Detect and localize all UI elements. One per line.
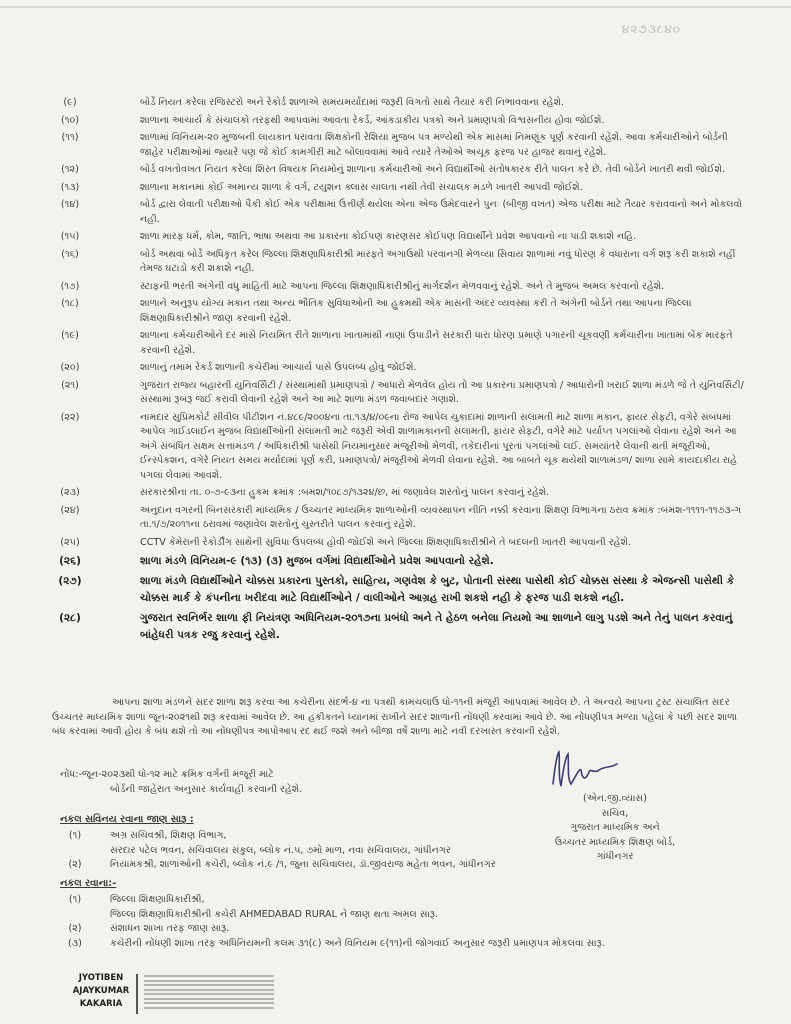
digital-signature-stamp xyxy=(70,972,370,1018)
office-line-1: ગુજરાત માધ્યમિક અને xyxy=(570,822,660,833)
condition-number: (૨૫) xyxy=(60,536,80,548)
condition-item xyxy=(52,114,752,129)
header-strip xyxy=(0,0,791,60)
condition-text: બોર્ડે નિયત કરેલા રજિસ્ટરો અને રેકોર્ડ શાળાએ સમયમર્યાદામાં જરૂરી વિગતો સાથે તૈયાર કરી નિભાવવાના રહેશે. xyxy=(140,97,565,108)
condition-item xyxy=(52,329,752,358)
stamp-line-3: KAKARIA xyxy=(79,999,123,1009)
distribution-text: જિલ્લા શિક્ષણાધિકારીશ્રીની કચેરી AHMEDABAD RURAL ને જાણ થતા અમલ સારૂ. xyxy=(110,908,439,920)
office-city: ગાંધીનગર xyxy=(596,851,634,862)
condition-number: (૧૪) xyxy=(60,199,80,210)
condition-text: અનુદાન વગરની બિનસરકારી માધ્યમિક / ઉચ્ચતર માધ્યમિક શાળાઓની વ્યવસ્થાપન નીતિ નક્કી કરવાના શિક્ષણ વિભાગના ઠરાવ ક્રમાંક :બમશ-૧૧૧૧-૧૧૭૩-ગ તા.૧/૭/૨૦૧૧ના ઠરાવમાં જણાવેલ શરતોનું ચુસ્તરીતે પાલન કરવાનું રહેશે. xyxy=(140,504,742,530)
signatory-designation: સચિવ, xyxy=(601,807,629,819)
distribution-row xyxy=(60,858,750,873)
conditions-list xyxy=(52,96,752,647)
condition-number: (૨૨) xyxy=(60,411,80,423)
distribution-row xyxy=(60,922,750,937)
distribution-text: કચેરીની નોંધણી શાખા તરફ અધિનિયમની કલમ ૩૧(૮) અને વિનિયમ ૯(૧૧)ની જોગવાઈ અનુસાર જરૂરી પ્રમાણપત્ર મોકલવા સારૂ. xyxy=(110,937,605,949)
condition-item xyxy=(52,504,752,533)
distribution-text: જિલ્લા શિક્ષણાધિકારીશ્રી, xyxy=(110,894,205,905)
condition-number: (૧૭) xyxy=(60,280,80,292)
condition-item xyxy=(52,163,752,178)
distribution-number: (૨) xyxy=(68,923,82,934)
condition-text: સ્ટાફની ભરતી અંગેની વધુ માહિતી માટે આપના જિલ્લા શિક્ષણાધિકારીશ્રીનું માર્ગદર્શન મેળવવાનું રહેશે. અને તે મુજબ અમલ કરવાનો રહેશે. xyxy=(140,280,665,292)
condition-text: શાળાના આચાર્ય કે સંચાલકો તરફથી આપવામાં આવતા રેકર્ડ, આંકડાકીય પત્રકો અને પ્રમાણપત્રો વિશ્વસનીય હોવા જોઈશે. xyxy=(140,114,605,126)
stamp-line-1: JYOTIBEN xyxy=(78,973,124,983)
distribution-row xyxy=(60,844,750,859)
note-line-2: બોર્ડની જાહેરાત અનુસાર કાર્યવાહી કરવાની રહેશે. xyxy=(110,784,303,795)
header-rule xyxy=(0,6,791,8)
condition-item xyxy=(52,297,752,326)
condition-number: (૨૮) xyxy=(59,612,81,624)
condition-text: શાળામાં વિનિયમ-૨૦ મુજબની લાયકાત ધરાવતા શિક્ષકોની રેશિયા મુજબ પત્ર મળ્યેથી એક માસમાં નિમણૂંક પૂર્ણ કરવાની રહેશે. આવા કર્મચારીઓને બોર્ડની જાહેર પરીક્ષાઓમાં જ્યારે પણ જે કોઈ કામગીરી માટે બોલાવવામાં આવે ત્યારે તેઓએ અચૂક ફરજ પર હાજર થવાનું રહેશે. xyxy=(140,132,728,158)
condition-number: (૧૧) xyxy=(61,132,79,143)
condition-item xyxy=(52,230,752,245)
condition-text: શાળા મારફ ધર્મ, કોમ, જાતિ, ભાષા અથવા આ પ્રકારના કોઈપણ કારણસર કોઈપણ વિદ્યાર્થીને પ્રવેશ આપવાનો ના પાડી શકાશે નહિ. xyxy=(140,231,637,242)
condition-number: (૧૨) xyxy=(61,164,79,175)
condition-number: (૨૩) xyxy=(60,487,80,498)
condition-number: (૧૦) xyxy=(61,114,79,126)
condition-number: (૧૮) xyxy=(61,298,79,309)
condition-text: શાળા મંડળે વિદ્યાર્થીઓને ચોક્કસ પ્રકારના પુસ્તકો, સાહિત્ય, ગણવેશ કે બુટ, પોતાની સંસ્થા પાસેથી કોઈ ચોક્કસ સંસ્થા કે એજન્સી પાસેથી કે ચોક્કસ માર્ક કે કંપનીના ખરીદવા માટે વિદ્યાર્થીઓને / વાલીઓને આગ્રહ રાખી શકશે નહી કે ફરજ પાડી શકશે નહી. xyxy=(140,575,735,604)
copy-forward-list xyxy=(60,893,750,951)
condition-item xyxy=(52,198,752,227)
condition-text: શાળાનું તમામ રેકર્ડ શાળાની કચેરીમાં આચાર્ય પાસે ઉપલબ્ધ હોવું જોઈશે. xyxy=(140,362,417,373)
condition-number: (૧૯) xyxy=(61,330,79,341)
condition-item xyxy=(52,486,752,501)
distribution-row xyxy=(60,829,750,844)
condition-number: (૯) xyxy=(63,97,77,108)
signature-icon xyxy=(545,748,625,794)
distribution-text: સંશાધન શાખા તરફ જાણ સારૂ. xyxy=(110,923,230,934)
condition-item xyxy=(52,379,752,408)
distribution-number: (૨) xyxy=(68,859,82,870)
copy-sent-list xyxy=(60,829,750,873)
condition-text: ગુજરાત રાજ્ય બહારની યુનિવર્સિટી / સંસ્થામાંથી પ્રમાણપત્રો / આધારો મેળવેલ હોય તો આ પ્રકારના પ્રમાણપત્રો / આધારોની ખરાઈ શાળા મંડળે જે તે યુનિવર્સિટી/ સંસ્થામાં રૂબરૂ જઈ કરાવી લેવાની રહેશે અને આ માટે શાળા મંડળ જવાબદાર ગણાશે. xyxy=(140,379,744,405)
distribution-number: (૩) xyxy=(68,937,82,949)
condition-number: (૨૬) xyxy=(59,555,81,567)
condition-number: (૧૫) xyxy=(60,231,80,242)
condition-item xyxy=(52,181,752,196)
condition-item-bold xyxy=(52,553,752,570)
condition-number: (૧૩) xyxy=(60,181,80,193)
distribution-text: અગ્ર સચિવશ્રી, શિક્ષણ વિભાગ, xyxy=(110,830,227,841)
condition-text: બોર્ડ અથવા બોર્ડે અધિકૃત કરેલ જિલ્લા શિક્ષણાધિકારીશ્રી મારફતે અગાઉથી પરવાનગી મેળવ્યા સિવાય શાળામાં નવું ધોરણ કે વધારાના વર્ગ શરૂ કરી શકાશે નહીં તેમજ ઘટાડો કરી શકાશે નહી. xyxy=(140,248,736,274)
stamp-line-2: AJAYKUMAR xyxy=(72,986,130,996)
stamp-fine-print xyxy=(144,975,274,1011)
copy-forward-heading: નકલ રવાના:- xyxy=(60,878,117,889)
condition-number: (૨૧) xyxy=(61,379,79,391)
condition-item xyxy=(52,131,752,160)
condition-text: શાળાના મકાનમાં કોઈ અમાન્ય શાળા કે વર્ગ, ટયુશન ક્લાસ ચાલતા નથી તેવી સંચાલક મંડળે ખાતરી આપવી જોઈશે. xyxy=(140,181,583,193)
condition-number: (૨૦) xyxy=(60,362,80,373)
condition-text: સરકારશ્રીના તા. ૦-૭-૯૩ના હુકમ ક્રમાંક :બમશ/૧૦૮૭/૧૩૨૪/છ, માં જણાવેલ શરતોનું પાલન કરવાનું રહેશે. xyxy=(140,487,550,498)
condition-item xyxy=(52,536,752,551)
distribution-text: સરદાર પટેલ ભવન, સચિવાલય સંકુલ, બ્લોક નં.૫, ૭મો માળ, નવા સચિવાલય, ગાંધીનગર xyxy=(110,844,451,856)
distribution-number: (૧) xyxy=(68,830,82,841)
distribution-row xyxy=(60,908,750,923)
condition-text: બોર્ડ દ્વારા લેવાતી પરીક્ષાઓ પૈકી કોઈ એક પરીક્ષામાં ઉત્તીર્ણ થયેલા એના એજ ઉમેદવારને પુનઃ (બીજી વખત) એજ પરીક્ષા માટે તૈયાર કરાવવાનો અને મોકલવો નહી. xyxy=(140,199,742,225)
condition-text: શાળા મંડળે વિનિયમ-૯ (૧૩) (૩) મુજબ વર્ગમાં વિદ્યાર્થીઓને પ્રવેશ આપવાનો રહેશે. xyxy=(140,555,494,567)
note-block xyxy=(60,767,390,797)
condition-text: શાળાના કર્મચારીઓને દર માસે નિયમિત રીતે શાળાના ખાતામાંથી નાણાં ઉપાડીને સરકારી ધારા ધોરણ પ્રમાણે પગારની ચૂકવણી કર્મચારીના ખાતામાં બેંક મારફતે કરવાની રહેશે. xyxy=(140,330,733,356)
condition-item xyxy=(52,411,752,484)
condition-text: શાળાને અનુરૂપ યોગ્ય મકાન તથા અન્ય ભૌતિક સુવિધાઓની આ હુકમથી એક માસની અંદર વ્યવસ્થા કરી તે અંગેની બોર્ડને તથા આપના જિલ્લા શિક્ષણાધિકારીશ્રીને જાણ કરવાની રહેશે. xyxy=(140,298,692,324)
office-line-2: ઉચ્ચતર માધ્યમિક શિક્ષણ બોર્ડ, xyxy=(554,836,676,848)
condition-number: (૨૭) xyxy=(58,575,82,587)
condition-item xyxy=(52,96,752,111)
condition-number: (૧૬) xyxy=(61,248,79,260)
condition-text: નામદાર સુપ્રિમકોર્ટ સીવીલ પીટીશન નં.૪૮૯/૨૦૦૪ના તા.૧૩/૪/૦૯ના રોજ આપેલ ચુકાદામાં શાળાની સલામતી માટે શાળા મકાન, ફાયર સેફટી, વગેરે સંબંધમાં આપેલ ગાઈડલાઈન મુજબ વિદ્યાર્થીઓની સલામતી માટે જરૂરી એવી શાળામકાનની સલામતી, ફાયર સેફટી, વગેરે માટે પર્યાપ્ત પગલાંઓ લેવાના રહેશે અને આ અંગે સંબંધિત સક્ષમ સત્તામંડળ / અધિકારીશ્રી પાસેથી નિયમાનુસાર મંજૂરીઓ મેળવી, તકેદારીનાં પૂરતાં પગલાંઓ લઈ. સમયાંતરે લેવાની થતી મંજૂરીઓ, ઈન્સ્પેકશન, વગેરે નિયત સમય મર્યાદામાં પૂર્ણ કરી, પ્રમાણપત્રો/ મંજૂરીઓ મેળવી લેવાના રહેશે. આ બાબતે ચૂક થયેથી શાળામંડળ/ શાળા સામે કાયદાકીય રાહે પગલાં લેવામાં આવશે. xyxy=(140,411,737,481)
copy-sent-heading: નકલ સવિનય રવાના જાણ સારૂ : xyxy=(60,814,194,825)
stamp-name xyxy=(70,972,132,1011)
condition-item xyxy=(52,248,752,277)
condition-item xyxy=(52,361,752,376)
registration-paragraph: આપના શાળા મંડળને સદર શાળા શરૂ કરવા આ કચેરીના સંદર્ભ-૪ ના પત્રથી કામચલાઉ ધો-૧૧ની મંજૂરી આપવામાં આવેલ છે. તે અન્વયે આપના ટ્રસ્ટ સંચાલિત સદર ઉચ્ચતર માધ્યમિક શાળા જૂન-૨૦૨૧થી શરૂ કરવામાં આવેલ છે. આ હકીકતને ધ્યાનમાં રાખીને સદર શાળાની નોંધણી કરવામાં આવે છે. આ નોંધણીપત્ર મળ્યા પહેલાં કે પછી સદર શાળા બંધ કરવામાં આવી હોય કે બંધ થશે તો આ નોંધણીપત્ર આપોઆપ રદ થઈ જશે અને બીજા વર્ષે શાળા માટે નવી દરખાસ્ત કરવાની રહેશે. xyxy=(52,697,738,737)
stamp-divider xyxy=(136,974,138,1014)
condition-item-bold xyxy=(52,573,752,607)
condition-text: CCTV કેમેરાની રેકોર્ડીંગ સાથેની સુવિધા ઉપલબ્ધ હોવી જોઈશે અને જિલ્લા શિક્ષણાધિકારીશ્રીને તે બદલની ખાતરી આપવાની રહેશે. xyxy=(140,536,632,548)
condition-number: (૨૪) xyxy=(60,504,80,516)
doc-number: ૪૨૭૩૮૪૦ xyxy=(621,22,681,36)
distribution-row xyxy=(60,893,750,908)
distribution-row xyxy=(60,937,750,952)
distribution-text: નિયામકશ્રી, શાળાઓની કચેરી, બ્લોક નં.૯ /૧, જુના સચિવાલય, ડૉ.જીવરાજ મહેતા ભવન, ગાંધીનગર xyxy=(110,859,496,870)
note-line-1: નોંધ:-જૂન-૨૦૨૩થી ધો-૧૨ માટે ક્રમિક વર્ગની મંજૂરી માટે xyxy=(60,769,274,780)
condition-item xyxy=(52,280,752,295)
condition-text: બોર્ડ વખતોવખત નિયત કરેલા શિસ્ત વિષયક નિયમોનું શાળાના કર્મચારીઓ અને વિદ્યાર્થીઓ સંતોષકારક રીતે પાલન કરે છે. તેવી બોર્ડને ખાતરી થવી જોઈશે. xyxy=(140,164,726,175)
condition-item-bold xyxy=(52,610,752,644)
condition-text: ગુજરાત સ્વનિર્ભર શાળા ફી નિયંત્રણ અધિનિયમ-૨૦૧૭ના પ્રબંધો અને તે હેઠળ બનેલા નિયમો આ શાળાને લાગુ પડશે અને તેનું પાલન કરવાનું બાંહેધરી પત્રક રજુ કરવાનું રહેશે. xyxy=(140,612,733,641)
distribution-number: (૧) xyxy=(68,894,82,905)
signatory-name: (એન.જી.વ્યાસ) xyxy=(583,793,647,804)
